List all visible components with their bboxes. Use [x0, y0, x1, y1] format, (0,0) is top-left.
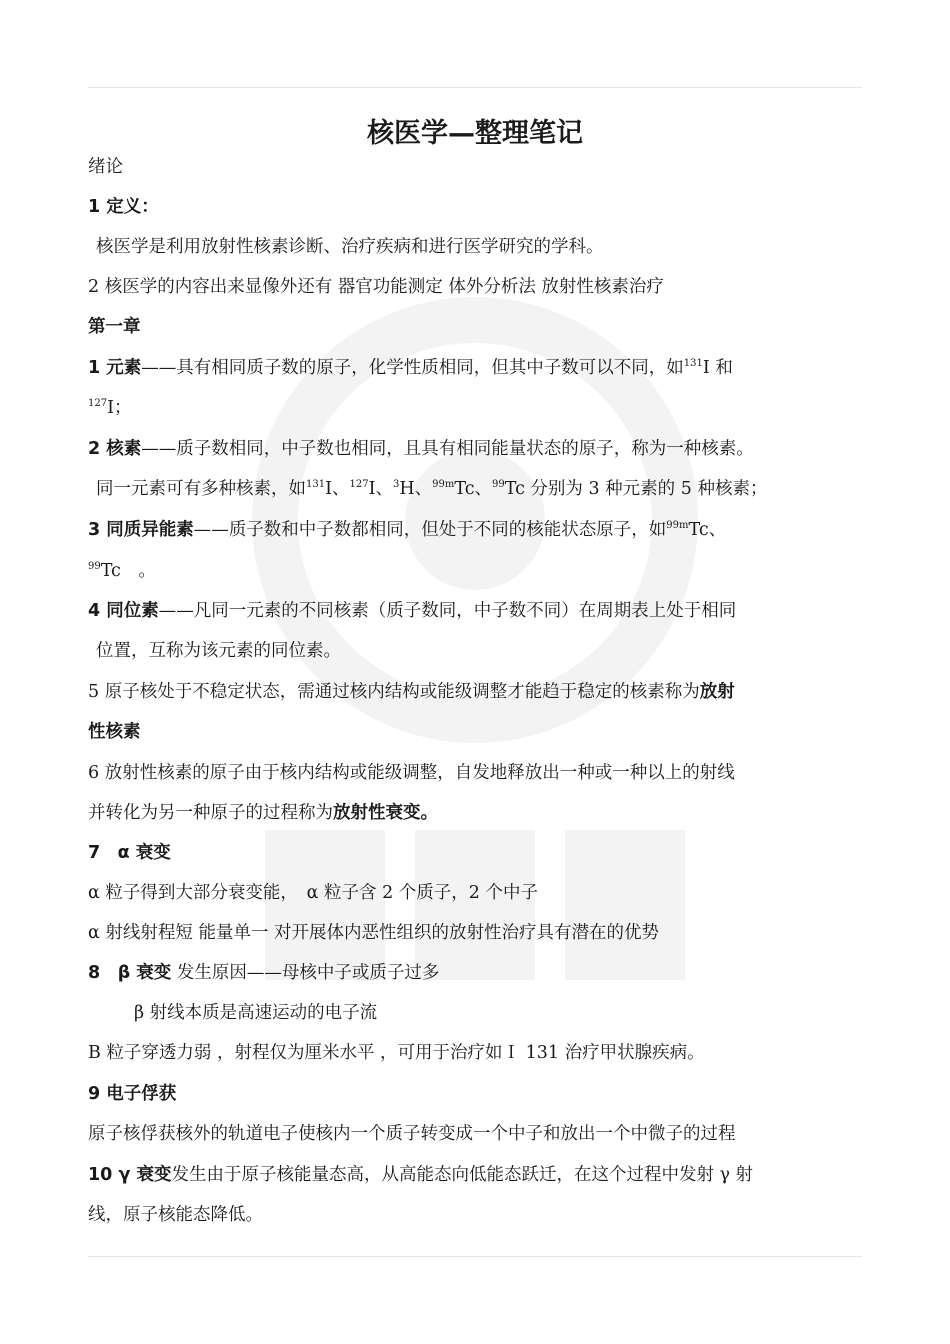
beta-line-3: Β 粒子穿透力弱 ，射程仅为厘米水平 ，可用于治疗如Ｉ 131 治疗甲状腺疾病。 [88, 1043, 705, 1063]
alpha-line-1: α 粒子得到大部分衰变能， α 粒子含 2 个质子，2 个中子 [88, 883, 538, 903]
nuclide-examples: 同一元素可有多种核素，如$^{131}$I、$^{127}$I、$^3$H、$^{99m}$Tc、$^{99}$Tc 分别为 3 种元素的 5 种核素； [96, 479, 768, 499]
isotope-definition-cont: 位置，互称为该元素的同位素。 [96, 641, 341, 661]
isomer-definition: 3 同质异能素——质子数和中子数都相同，但处于不同的核能状态原子，如$^{99m}$Tc、 [88, 520, 727, 540]
term-gamma-decay: 10 γ 衰变 [88, 1165, 172, 1185]
alpha-line-2: α 射线射程短 能量单一 对开展体内恶性组织的放射性治疗具有潜在的优势 [88, 923, 660, 943]
term-radioactive-decay: 放射性衰变。 [333, 803, 438, 823]
definition-heading: 1 定义： [88, 197, 159, 217]
beta-line-2: β 射线本质是高速运动的电子流 [134, 1003, 378, 1023]
alpha-heading: 7 α 衰变 [88, 843, 171, 863]
gamma-definition: 10 γ 衰变发生由于原子核能量态高，从高能态向低能态跃迁，在这个过程中发射 γ 射 [88, 1165, 754, 1185]
item-number: 1 [88, 358, 107, 378]
term-element: 元素 [106, 358, 142, 378]
beta-heading: 8 β 衰变 发生原因——母核中子或质子过多 [88, 963, 440, 983]
term-isomer: 同质异能素 [106, 520, 194, 540]
term-radionuclide: 性核素 [88, 722, 141, 742]
page-title: 核医学—整理笔记 [367, 118, 583, 149]
decay-definition-cont: 并转化为另一种原子的过程称为放射性衰变。 [88, 803, 438, 823]
gamma-definition-cont: 线，原子核能态降低。 [88, 1205, 263, 1225]
bottom-rule [88, 1256, 862, 1257]
isotope-definition: 4 同位素——凡同一元素的不同核素（质子数同，中子数不同）在周期表上处于相同 [88, 601, 737, 621]
term-isotope: 同位素 [106, 601, 159, 621]
ec-heading: 9 电子俘获 [88, 1084, 177, 1104]
top-rule [88, 87, 862, 88]
radionuclide-definition-cont [88, 717, 141, 747]
definition-text: 核医学是利用放射性核素诊断、治疗疾病和进行医学研究的学科。 [96, 237, 604, 257]
radionuclide-definition: 5 原子核处于不稳定状态，需通过核内结构或能级调整才能趋于稳定的核素称为放射 [88, 682, 735, 702]
isomer-definition-cont: $^{99}$Tc 。 [88, 561, 156, 581]
element-definition-cont: $^{127}$I； [88, 398, 132, 418]
ec-text: 原子核俘获核外的轨道电子使核内一个质子转变成一个中子和放出一个中微子的过程 [88, 1124, 736, 1144]
term-beta-decay: β 衰变 [117, 963, 172, 983]
decay-definition: 6 放射性核素的原子由于核内结构或能级调整，自发地释放出一种或一种以上的射线 [88, 763, 735, 783]
nuclide-definition: 2 核素——质子数相同，中子数也相同，且具有相同能量状态的原子，称为一种核素。 [88, 439, 754, 459]
chapter-heading: 第一章 [88, 317, 141, 337]
intro-heading: 绪论 [88, 157, 123, 177]
element-definition: 1 元素——具有相同质子数的原子，化学性质相同，但其中子数可以不同，如$^{131}$I 和 [88, 358, 733, 378]
term-nuclide: 核素 [106, 439, 142, 459]
content-text: 2 核医学的内容出来显像外还有 器官功能测定 体外分析法 放射性核素治疗 [88, 277, 664, 297]
